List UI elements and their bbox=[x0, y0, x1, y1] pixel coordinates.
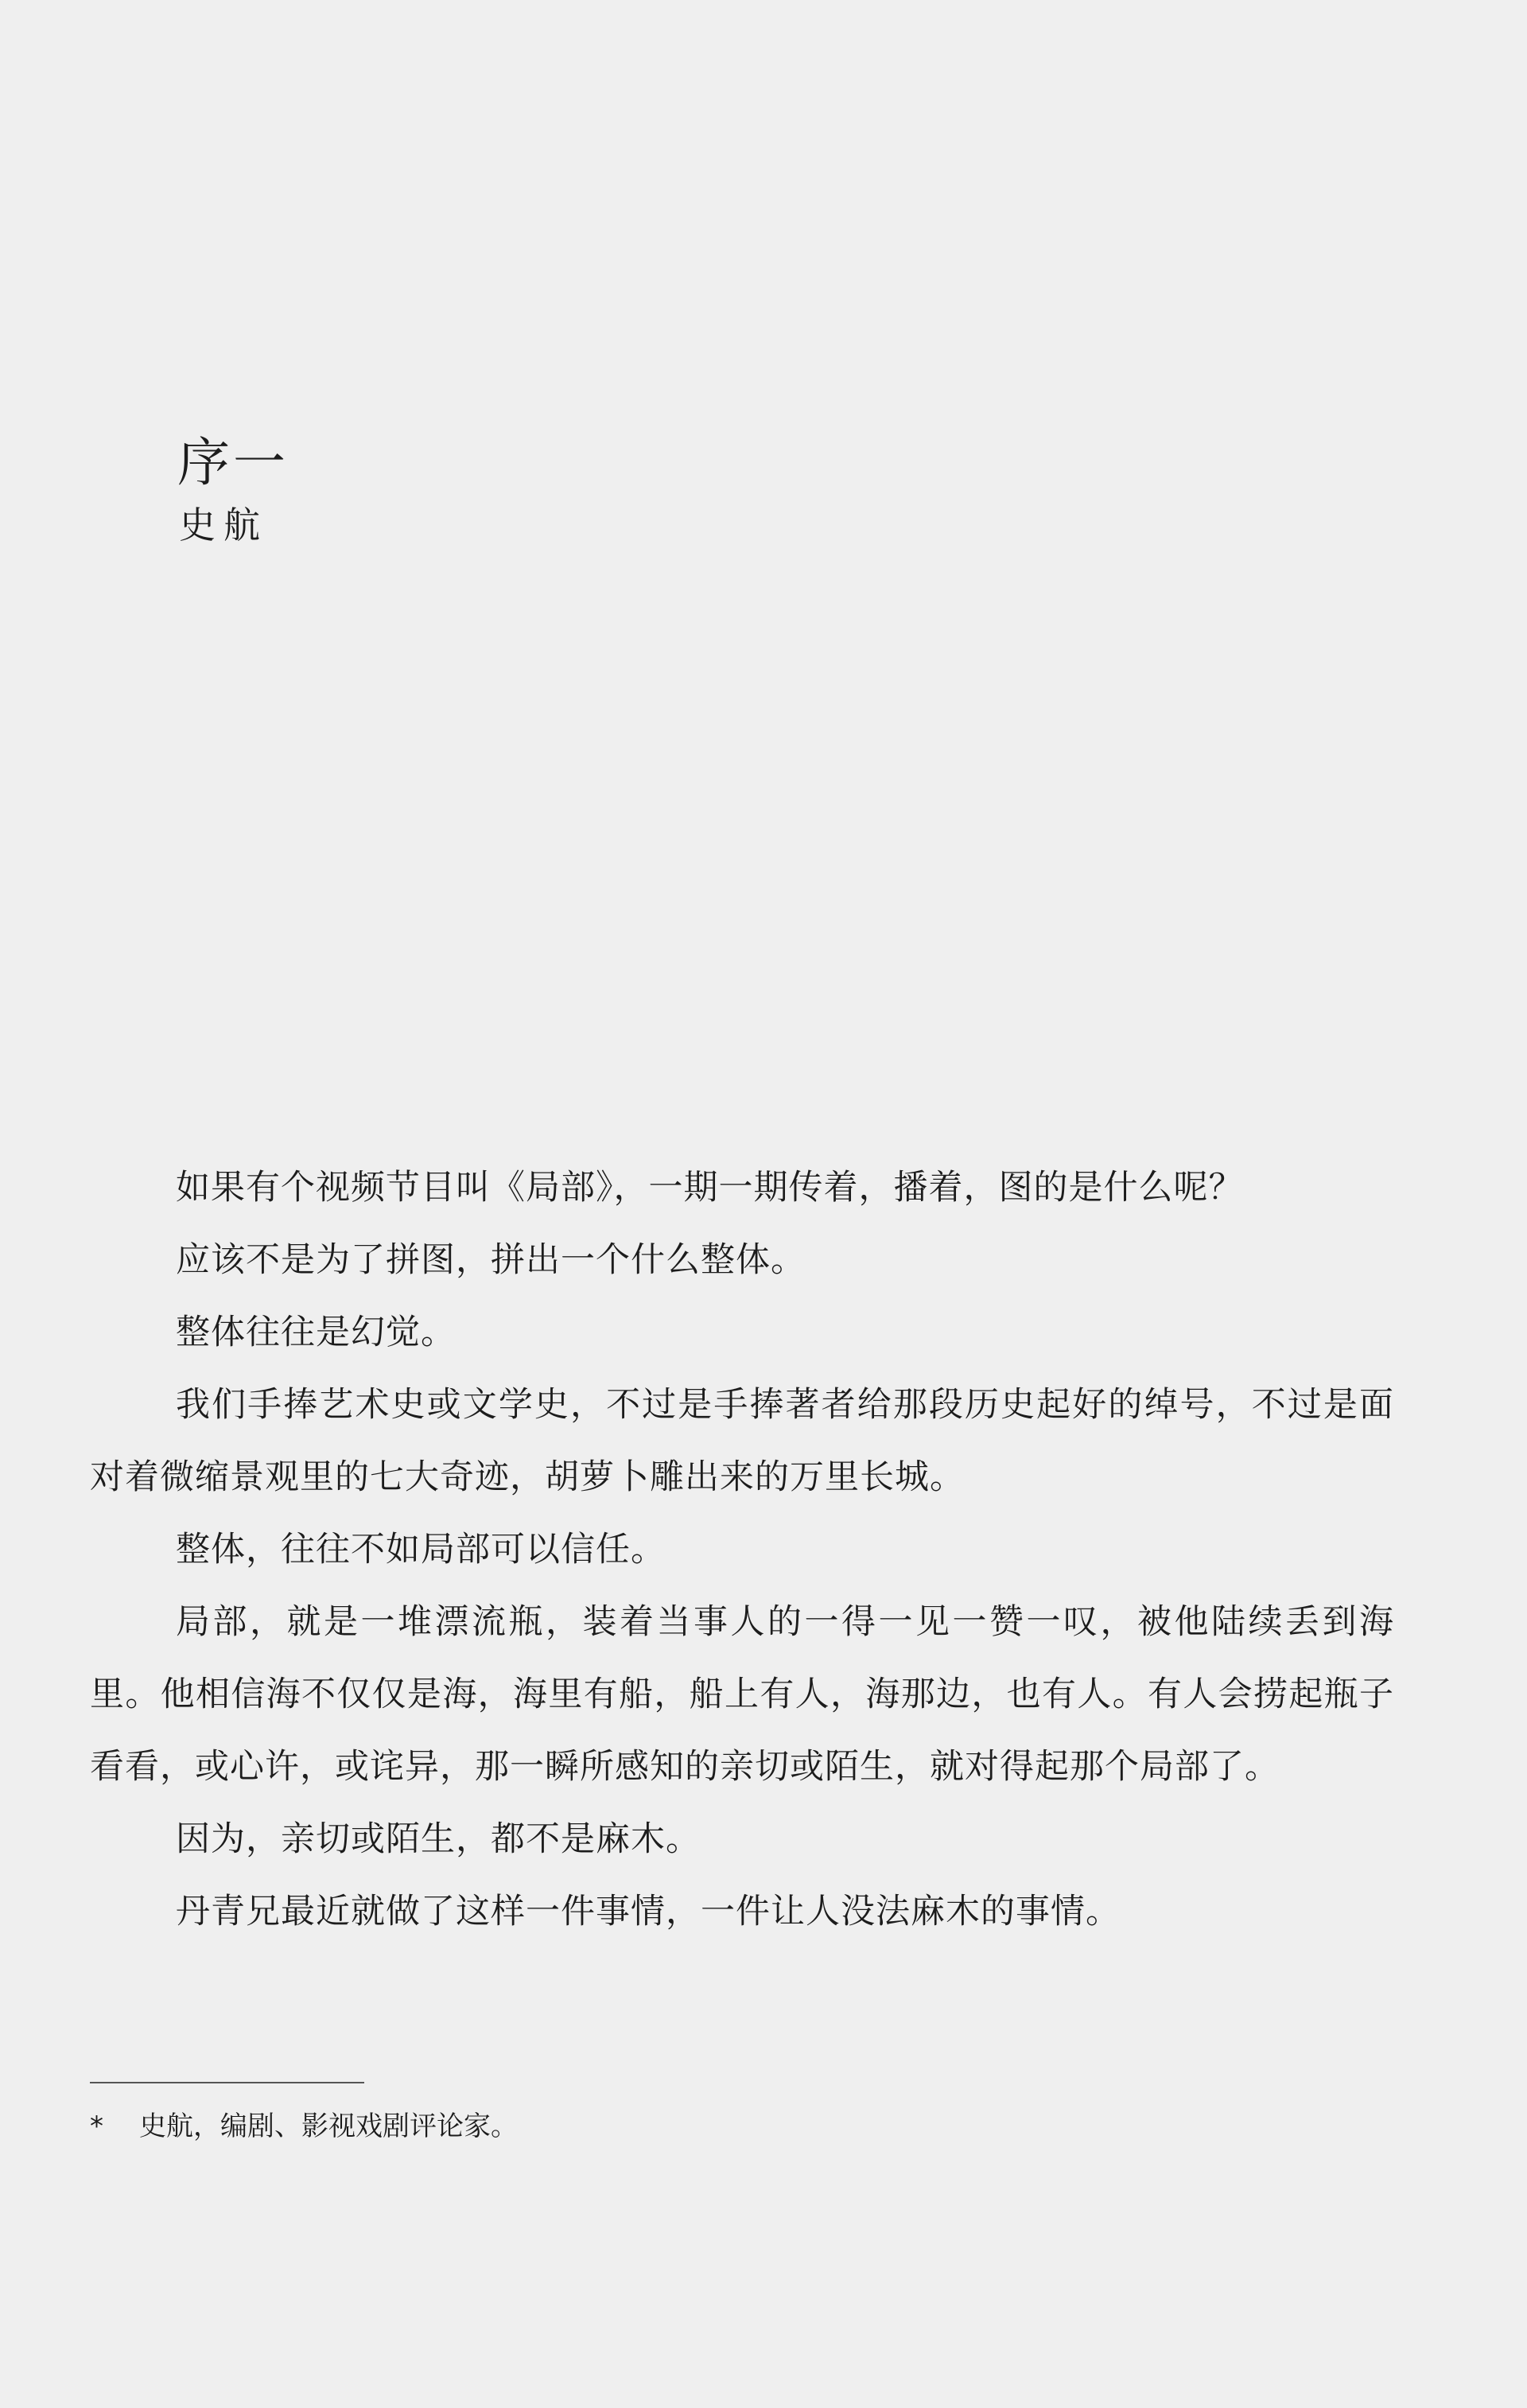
body-text bbox=[90, 1152, 1394, 1948]
paragraph: 丹青兄最近就做了这样一件事情，一件让人没法麻木的事情。 bbox=[176, 1892, 1121, 1931]
footnote-divider bbox=[90, 2082, 364, 2083]
chapter-author: 史航 bbox=[179, 504, 268, 547]
paragraph: 因为，亲切或陌生，都不是麻木。 bbox=[176, 1819, 701, 1859]
paragraph: 整体，往往不如局部可以信任。 bbox=[176, 1530, 666, 1570]
footnote-mark: * bbox=[90, 2110, 103, 2142]
paragraph: 我们手捧艺术史或文学史，不过是手捧著者给那段历史起好的绰号，不过是面对着微缩景观里的七大奇迹，胡萝卜雕出来的万里长城。 bbox=[90, 1385, 1394, 1497]
paragraph: 如果有个视频节目叫《局部》，一期一期传着，播着，图的是什么呢？ bbox=[176, 1168, 1244, 1208]
paragraph: 整体往往是幻觉。 bbox=[176, 1313, 456, 1352]
paragraph: 应该不是为了拼图，拼出一个什么整体。 bbox=[176, 1240, 806, 1280]
chapter-title: 序一 bbox=[177, 432, 289, 493]
footnote-text: 史航，编剧、影视戏剧评论家。 bbox=[139, 2110, 518, 2142]
footnote bbox=[90, 2107, 518, 2146]
paragraph: 局部，就是一堆漂流瓶，装着当事人的一得一见一赞一叹，被他陆续丢到海里。他相信海不仅仅是海，海里有船，船上有人，海那边，也有人。有人会捞起瓶子看看，或心许，或诧异，那一瞬所感知的亲切或陌生，就对得起那个局部了。 bbox=[90, 1602, 1394, 1787]
